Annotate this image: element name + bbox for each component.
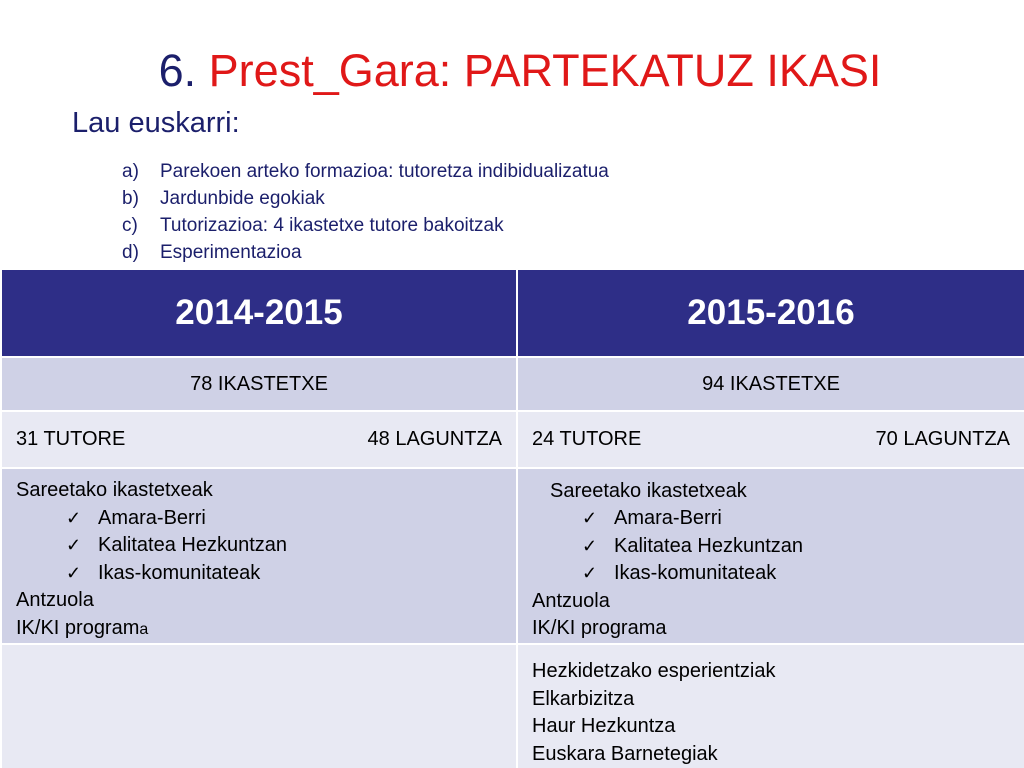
tutor-count: 31 TUTORE <box>16 428 126 450</box>
support-marker: a) <box>122 161 139 182</box>
program-text: IK/KI programa <box>532 617 667 639</box>
tutor-count: 24 TUTORE <box>532 428 642 450</box>
schools-cell: 94 IKASTETXE <box>517 357 1024 411</box>
checkmark-icon: ✓ <box>66 507 82 528</box>
title-text: Prest_Gara: PARTEKATUZ IKASI <box>208 45 882 96</box>
support-marker: c) <box>122 215 138 236</box>
support-marker: b) <box>122 188 139 209</box>
experiences-row <box>1 644 1024 768</box>
subtitle: Lau euskarri: <box>72 107 240 139</box>
slide-title <box>0 44 1024 98</box>
network-item <box>66 505 516 533</box>
header-row <box>1 269 1024 357</box>
extra-school: Antzuola <box>532 589 610 612</box>
support-text: Parekoen arteko formazioa: tutoretza indibidualizatua <box>160 161 609 182</box>
support-item <box>122 185 609 212</box>
schools-cell: 78 IKASTETXE <box>1 357 517 411</box>
support-text: Jardunbide egokiak <box>160 188 325 209</box>
network-name: Amara-Berri <box>98 506 206 529</box>
support-count: 48 LAGUNTZA <box>367 428 502 450</box>
network-list <box>532 505 1024 588</box>
networks-heading: Sareetako ikastetxeak <box>550 479 747 502</box>
network-item <box>66 532 516 560</box>
tutors-cell <box>517 411 1024 468</box>
support-marker: d) <box>122 242 139 263</box>
network-item <box>582 533 1024 561</box>
tutors-row <box>1 411 1024 468</box>
program-line <box>16 615 516 644</box>
network-name: Kalitatea Hezkuntzan <box>614 534 804 557</box>
network-name: Ikas-komunitateak <box>614 562 777 584</box>
network-name: Ikas-komunitateak <box>98 561 261 584</box>
experiences-cell-empty <box>1 644 517 768</box>
networks-cell <box>517 468 1024 644</box>
column-header-2015-2016: 2015-2016 <box>517 269 1024 357</box>
extra-school: Antzuola <box>16 589 94 611</box>
program-text: IK/KI program <box>16 616 140 639</box>
network-list <box>16 505 516 588</box>
networks-row <box>1 468 1024 644</box>
checkmark-icon: ✓ <box>582 535 598 556</box>
experience-item: Hezkidetzako esperientziak <box>532 660 776 682</box>
comparison-table <box>0 268 1024 768</box>
support-item <box>122 158 609 185</box>
checkmark-icon: ✓ <box>66 562 82 583</box>
checkmark-icon: ✓ <box>66 535 82 555</box>
network-name: Amara-Berri <box>614 507 722 529</box>
support-item <box>122 212 609 239</box>
support-count: 70 LAGUNTZA <box>875 428 1010 450</box>
title-number: 6. <box>158 45 197 96</box>
program-tail: a <box>139 620 149 638</box>
network-item <box>582 560 1024 588</box>
experience-item: Euskara Barnetegiak <box>532 742 718 765</box>
networks-heading: Sareetako ikastetxeak <box>16 479 213 501</box>
support-text: Tutorizazioa: 4 ikastetxe tutore bakoitzak <box>160 215 504 236</box>
support-item <box>122 239 609 266</box>
network-item <box>66 560 516 588</box>
support-text: Esperimentazioa <box>160 242 302 263</box>
networks-cell <box>1 468 517 644</box>
experience-item: Haur Hezkuntza <box>532 715 676 737</box>
tutors-cell <box>1 411 517 468</box>
supports-list <box>122 158 609 266</box>
column-header-2014-2015: 2014-2015 <box>1 269 517 357</box>
checkmark-icon: ✓ <box>582 563 598 583</box>
program-line <box>532 615 1024 643</box>
schools-row <box>1 357 1024 411</box>
checkmark-icon: ✓ <box>582 508 598 528</box>
experiences-cell <box>517 644 1024 768</box>
network-item <box>582 505 1024 533</box>
experience-item: Elkarbizitza <box>532 687 635 710</box>
network-name: Kalitatea Hezkuntzan <box>98 534 288 556</box>
